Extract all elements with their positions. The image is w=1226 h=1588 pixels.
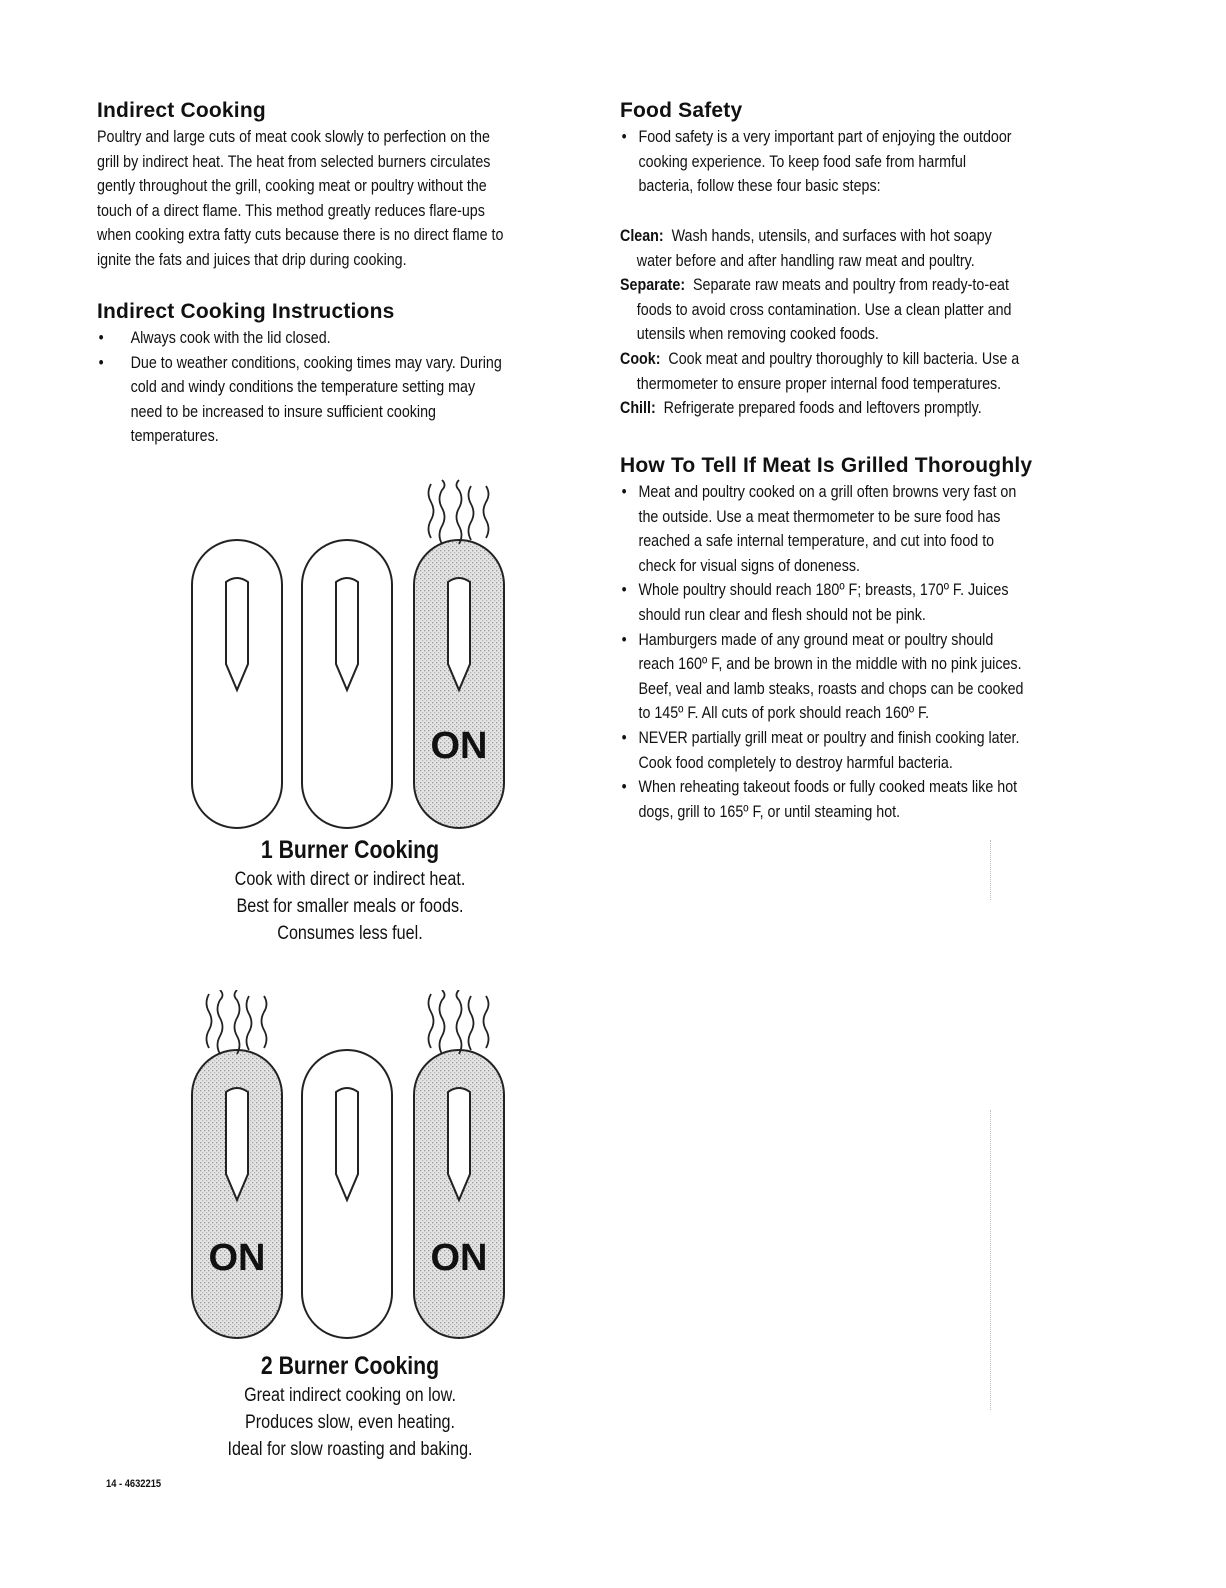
text-line: grill by indirect heat. The heat from selected burners circulates — [97, 151, 491, 171]
burner-left-slot-icon — [226, 1088, 248, 1200]
caption-line: Best for smaller meals or foods. — [236, 896, 464, 917]
text-line: Cook food completely to destroy harmful bacteria. — [638, 752, 953, 772]
step-term: Chill: — [620, 398, 656, 418]
heat-waves-icon — [207, 990, 267, 1054]
text-line: Always cook with the lid closed. — [130, 328, 331, 347]
caption-line: Produces slow, even heating. — [244, 1412, 456, 1433]
text-line: Cook meat and poultry thoroughly to kill bacteria. Use a — [668, 348, 1020, 368]
bullet-icon: • — [621, 580, 627, 600]
list-item — [97, 351, 567, 449]
food-safety-heading: Food Safety — [620, 99, 743, 122]
text-line: check for visual signs of doneness. — [638, 555, 860, 575]
text-line: need to be increased to insure sufficient cooking — [130, 401, 436, 421]
list-item — [620, 480, 1107, 578]
text-line: ignite the fats and juices that drip during cooking. — [97, 249, 407, 269]
text-line: thermometer to ensure proper internal food temperatures. — [636, 373, 1002, 393]
list-item — [620, 726, 1107, 775]
text-line: Food safety is a very important part of enjoying the outdoor — [638, 127, 1012, 146]
bullet-icon: • — [621, 629, 627, 649]
text-line: water before and after handling raw meat and poultry. — [636, 250, 975, 270]
step-chill — [620, 396, 1124, 421]
text-line: Meat and poultry cooked on a grill often browns very fast on — [638, 482, 1017, 501]
step-term: Separate: — [620, 275, 686, 295]
text-line: NEVER partially grill meat or poultry and finish cooking later. — [638, 727, 1020, 747]
bullet-icon: • — [621, 727, 627, 747]
bullet-icon: • — [621, 482, 627, 501]
burner-middle-icon — [302, 540, 392, 828]
on-label: ON — [430, 725, 488, 767]
text-line: Due to weather conditions, cooking times may vary. During — [130, 352, 502, 372]
scan-artifact — [990, 1110, 991, 1410]
text-line: Whole poultry should reach 180º F; breasts, 170º F. Juices — [638, 580, 1009, 600]
text-line: utensils when removing cooked foods. — [636, 324, 879, 344]
step-separate — [620, 273, 1124, 347]
page-number: 14 - 4632215 — [106, 1478, 162, 1490]
list-item — [620, 125, 1107, 199]
text-line: Separate raw meats and poultry from ready-to-eat — [693, 275, 1009, 295]
text-line: dogs, grill to 165º F, or until steaming hot. — [638, 801, 901, 821]
burner-right-slot-icon — [448, 578, 470, 690]
food-safety-intro — [620, 125, 1107, 199]
heat-waves-icon — [429, 990, 489, 1054]
heat-waves-icon — [429, 480, 489, 544]
burner-middle-icon — [302, 1050, 392, 1338]
on-label-left: ON — [208, 1237, 266, 1279]
step-clean — [620, 224, 1124, 273]
indirect-cooking-heading: Indirect Cooking — [97, 99, 266, 122]
indirect-cooking-text — [97, 125, 601, 273]
text-line: Beef, veal and lamb steaks, roasts and chops can be cooked — [638, 678, 1024, 698]
figure1-title: 1 Burner Cooking — [260, 836, 440, 864]
caption-line: Cook with direct or indirect heat. — [234, 869, 466, 890]
text-line: should run clear and flesh should not be pink. — [638, 604, 926, 624]
text-line: reach 160º F, and be brown in the middle with no pink juices. — [638, 654, 1022, 674]
bullet-icon: • — [621, 127, 627, 146]
caption-line: Great indirect cooking on low. — [244, 1385, 456, 1406]
list-item — [620, 628, 1107, 726]
text-line: the outside. Use a meat thermometer to be sure food has — [638, 506, 1001, 526]
figure2-caption — [150, 1350, 550, 1463]
two-burner-diagram — [180, 990, 520, 1352]
text-line: bacteria, follow these four basic steps: — [638, 176, 881, 196]
meat-grilled-list — [620, 480, 1107, 824]
figure2-title: 2 Burner Cooking — [260, 1352, 440, 1380]
one-burner-diagram — [180, 478, 520, 840]
list-item — [620, 775, 1107, 824]
text-line: Poultry and large cuts of meat cook slowly to perfection on the — [97, 127, 490, 146]
food-safety-steps — [620, 224, 1124, 421]
step-cook — [620, 347, 1124, 396]
text-line: When reheating takeout foods or fully cooked meats like hot — [638, 777, 1018, 797]
on-label-right: ON — [430, 1237, 488, 1279]
text-line: temperatures. — [130, 426, 219, 446]
burner-left-icon — [192, 540, 282, 828]
text-line: Refrigerate prepared foods and leftovers promptly. — [663, 398, 982, 418]
list-item — [97, 326, 567, 351]
text-line: cold and windy conditions the temperature setting may — [130, 377, 476, 397]
bullet-icon: • — [621, 777, 627, 797]
text-line: foods to avoid cross contamination. Use a clean platter and — [636, 299, 1012, 319]
text-line: to 145º F. All cuts of pork should reach 160º F. — [638, 703, 930, 723]
instructions-heading: Indirect Cooking Instructions — [97, 300, 395, 323]
instructions-list — [97, 326, 567, 449]
scan-artifact — [990, 840, 991, 900]
burner-right-slot-icon — [448, 1088, 470, 1200]
step-term: Clean: — [620, 226, 664, 245]
meat-grilled-heading: How To Tell If Meat Is Grilled Thoroughly — [620, 454, 1033, 477]
text-line: touch of a direct flame. This method greatly reduces flare-ups — [97, 200, 485, 220]
list-item — [620, 578, 1107, 627]
bullet-icon: • — [98, 352, 104, 372]
text-line: when cooking extra fatty cuts because there is no direct flame to — [97, 225, 504, 245]
text-line: Hamburgers made of any ground meat or poultry should — [638, 629, 994, 649]
caption-line: Consumes less fuel. — [277, 923, 423, 944]
text-line: Wash hands, utensils, and surfaces with hot soapy — [671, 226, 992, 245]
bullet-icon: • — [98, 328, 104, 347]
step-term: Cook: — [620, 348, 661, 368]
caption-line: Ideal for slow roasting and baking. — [227, 1439, 473, 1460]
figure1-caption — [150, 834, 550, 947]
text-line: cooking experience. To keep food safe from harmful — [638, 151, 967, 171]
text-line: reached a safe internal temperature, and cut into food to — [638, 531, 995, 551]
text-line: gently throughout the grill, cooking meat or poultry without the — [97, 176, 487, 196]
